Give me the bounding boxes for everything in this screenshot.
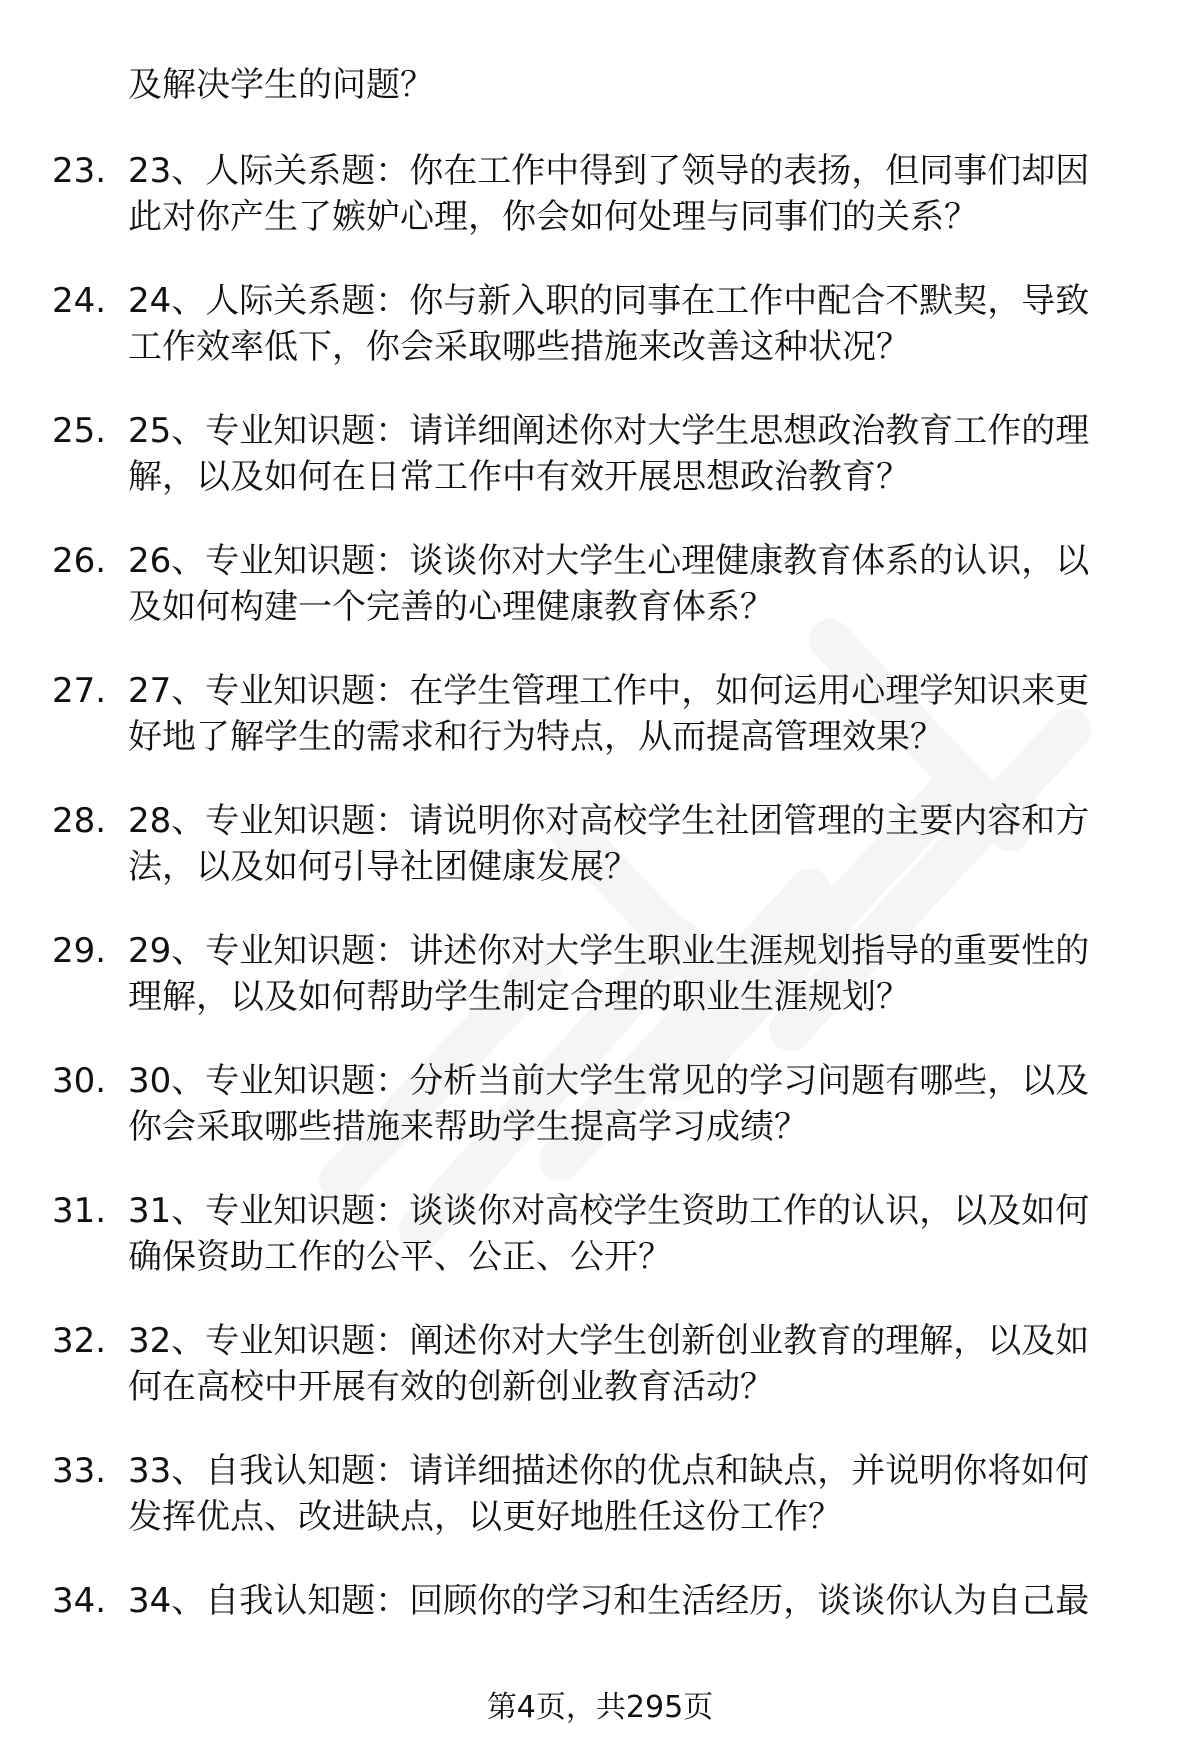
question-line: 确保资助工作的公平、公正、公开？ (128, 1237, 672, 1277)
question-line: 23、人际关系题：你在工作中得到了领导的表扬，但同事们却因 (128, 151, 1090, 191)
question-line: 33、自我认知题：请详细描述你的优点和缺点，并说明你将如何 (128, 1451, 1090, 1491)
continued-question-text: 及解决学生的问题？ (128, 65, 434, 105)
question-number: 31. (52, 1191, 107, 1231)
question-number: 27. (52, 671, 107, 711)
question-number: 25. (52, 411, 107, 451)
question-line: 发挥优点、改进缺点，以更好地胜任这份工作？ (128, 1497, 842, 1537)
question-number: 24. (52, 281, 107, 321)
question-text (128, 1058, 1148, 1150)
question-text (128, 408, 1148, 500)
question-line: 何在高校中开展有效的创新创业教育活动？ (128, 1367, 774, 1407)
question-line: 法，以及如何引导社团健康发展？ (128, 847, 638, 887)
question-text (128, 1448, 1148, 1540)
question-line: 理解，以及如何帮助学生制定合理的职业生涯规划？ (128, 977, 910, 1017)
question-item (0, 1188, 1200, 1318)
question-item (0, 1058, 1200, 1188)
question-line: 24、人际关系题：你与新入职的同事在工作中配合不默契，导致 (128, 281, 1090, 321)
question-line: 34、自我认知题：回顾你的学习和生活经历，谈谈你认为自己最 (128, 1581, 1090, 1621)
question-number: 34. (52, 1581, 107, 1621)
question-number: 26. (52, 541, 107, 581)
question-number: 33. (52, 1451, 107, 1491)
question-item (0, 278, 1200, 408)
question-text (128, 1318, 1148, 1410)
question-line: 及如何构建一个完善的心理健康教育体系？ (128, 587, 774, 627)
question-text (128, 798, 1148, 890)
question-number: 28. (52, 801, 107, 841)
question-number: 29. (52, 931, 107, 971)
question-text (128, 1578, 1148, 1624)
question-item (0, 668, 1200, 798)
question-line: 你会采取哪些措施来帮助学生提高学习成绩？ (128, 1107, 808, 1147)
question-line: 解，以及如何在日常工作中有效开展思想政治教育？ (128, 457, 910, 497)
question-line: 好地了解学生的需求和行为特点，从而提高管理效果？ (128, 717, 944, 757)
question-text (128, 668, 1148, 760)
question-text (128, 538, 1148, 630)
question-line: 30、专业知识题：分析当前大学生常见的学习问题有哪些，以及 (128, 1061, 1090, 1101)
question-line: 工作效率低下，你会采取哪些措施来改善这种状况？ (128, 327, 910, 367)
question-number: 23. (52, 151, 107, 191)
question-text (128, 928, 1148, 1020)
question-item (0, 538, 1200, 668)
question-line: 31、专业知识题：谈谈你对高校学生资助工作的认识，以及如何 (128, 1191, 1090, 1231)
question-number: 32. (52, 1321, 107, 1361)
question-item (0, 148, 1200, 278)
question-item (0, 928, 1200, 1058)
interview-question-list (0, 148, 1200, 1708)
question-number: 30. (52, 1061, 107, 1101)
question-item (0, 1448, 1200, 1578)
question-line: 32、专业知识题：阐述你对大学生创新创业教育的理解，以及如 (128, 1321, 1090, 1361)
question-line: 27、专业知识题：在学生管理工作中，如何运用心理学知识来更 (128, 671, 1090, 711)
question-text (128, 148, 1148, 240)
question-line: 25、专业知识题：请详细阐述你对大学生思想政治教育工作的理 (128, 411, 1090, 451)
question-line: 26、专业知识题：谈谈你对大学生心理健康教育体系的认识，以 (128, 541, 1090, 581)
question-item (0, 408, 1200, 538)
question-item (0, 798, 1200, 928)
question-text (128, 278, 1148, 370)
question-line: 29、专业知识题：讲述你对大学生职业生涯规划指导的重要性的 (128, 931, 1090, 971)
question-item (0, 1318, 1200, 1448)
page-footer: 第4页，共295页 (486, 1690, 714, 1725)
question-text (128, 1188, 1148, 1280)
question-line: 此对你产生了嫉妒心理，你会如何处理与同事们的关系？ (128, 197, 978, 237)
question-line: 28、专业知识题：请说明你对高校学生社团管理的主要内容和方 (128, 801, 1090, 841)
